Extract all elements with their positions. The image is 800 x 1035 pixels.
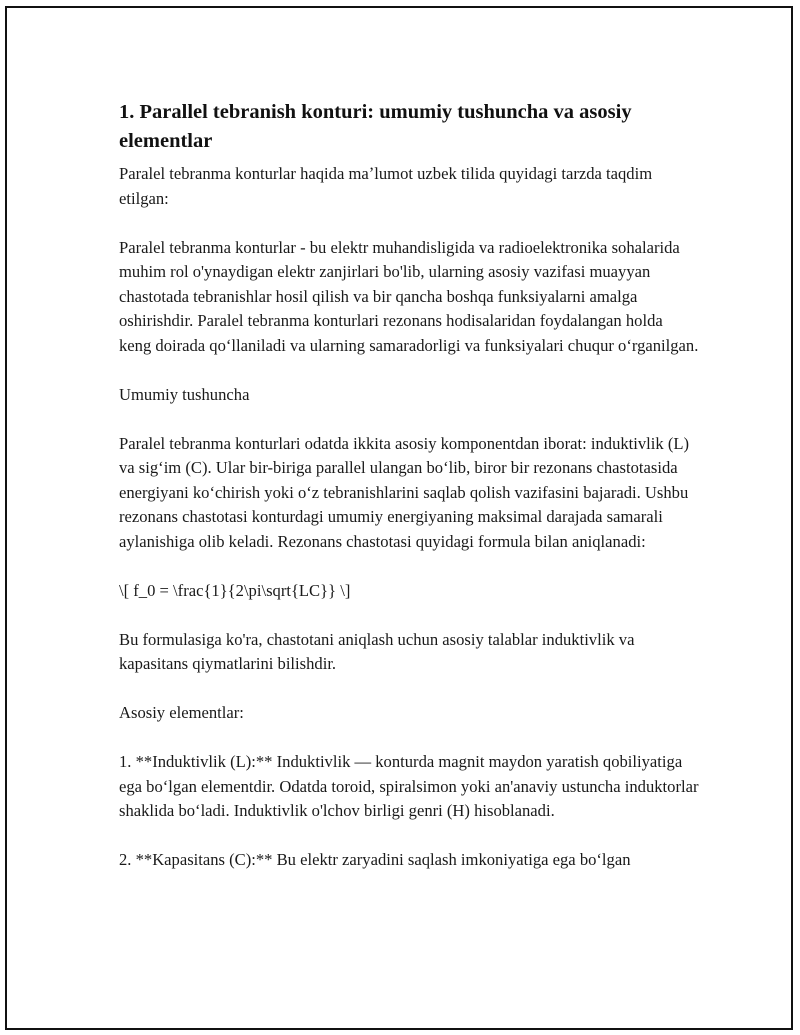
intro-paragraph: Paralel tebranma konturlar haqida maʼlumot uzbek tilida quyidagi tarzda taqdim etilgan: xyxy=(119,164,653,208)
capacitance-item: 2. **Kapasitans (C):** Bu elektr zaryadini saqlash imkoniyatiga ega boʻlgan xyxy=(119,850,631,869)
subheading-main-elements: Asosiy elementlar: xyxy=(119,703,244,722)
section-heading: 1. Parallel tebranish konturi: umumiy tushuncha va asosiy elementlar xyxy=(119,101,632,152)
document-body xyxy=(119,98,699,897)
components-paragraph: Paralel tebranma konturlari odatda ikkita asosiy komponentdan iborat: induktivlik (L) va sigʻim (C). Ular bir-biriga parallel ulangan boʻlib, biror bir rezonans chastotasida energiyani koʻchirish yoki oʻz tebranishlarini saqlab qolish vazifasini bajaradi. Ushbu rezonans chastotasi konturdagi umumiy energiyaning maksimal darajada samarali aylanishiga olib keladi. Rezonans chastotasi quyidagi formula bilan aniqlanadi: xyxy=(119,433,690,551)
subheading-general-concept: Umumiy tushuncha xyxy=(119,384,250,404)
formula-explanation-paragraph: Bu formulasiga ko'ra, chastotani aniqlash uchun asosiy talablar induktivlik va kapasitans qiymatlarini bilishdir. xyxy=(119,629,635,673)
page-frame xyxy=(5,6,793,1030)
inductance-item: 1. **Induktivlik (L):** Induktivlik — konturda magnit maydon yaratish qobiliyatiga ega boʻlgan elementdir. Odatda toroid, spiralsimon yoki an'anaviy ustuncha induktorlar shaklida boʻladi. Induktivlik o'lchov birligi genri (H) hisoblanadi. xyxy=(119,752,699,820)
formula-line: \[ f_0 = \frac{1}{2\pi\sqrt{LC}} \] xyxy=(119,580,351,600)
definition-paragraph: Paralel tebranma konturlar - bu elektr muhandisligida va radioelektronika sohalarida muhim rol o'ynaydigan elektr zanjirlari bo'lib, ularning asosiy vazifasi muayyan chastotada tebranishlar hosil qilish va bir qancha boshqa funksiyalarni amalga oshirishdir. Paralel tebranma konturlari rezonans hodisalaridan foydalangan holda keng doirada qoʻllaniladi va ularning samaradorligi va funksiyalari chuqur oʻrganilgan. xyxy=(119,237,699,355)
